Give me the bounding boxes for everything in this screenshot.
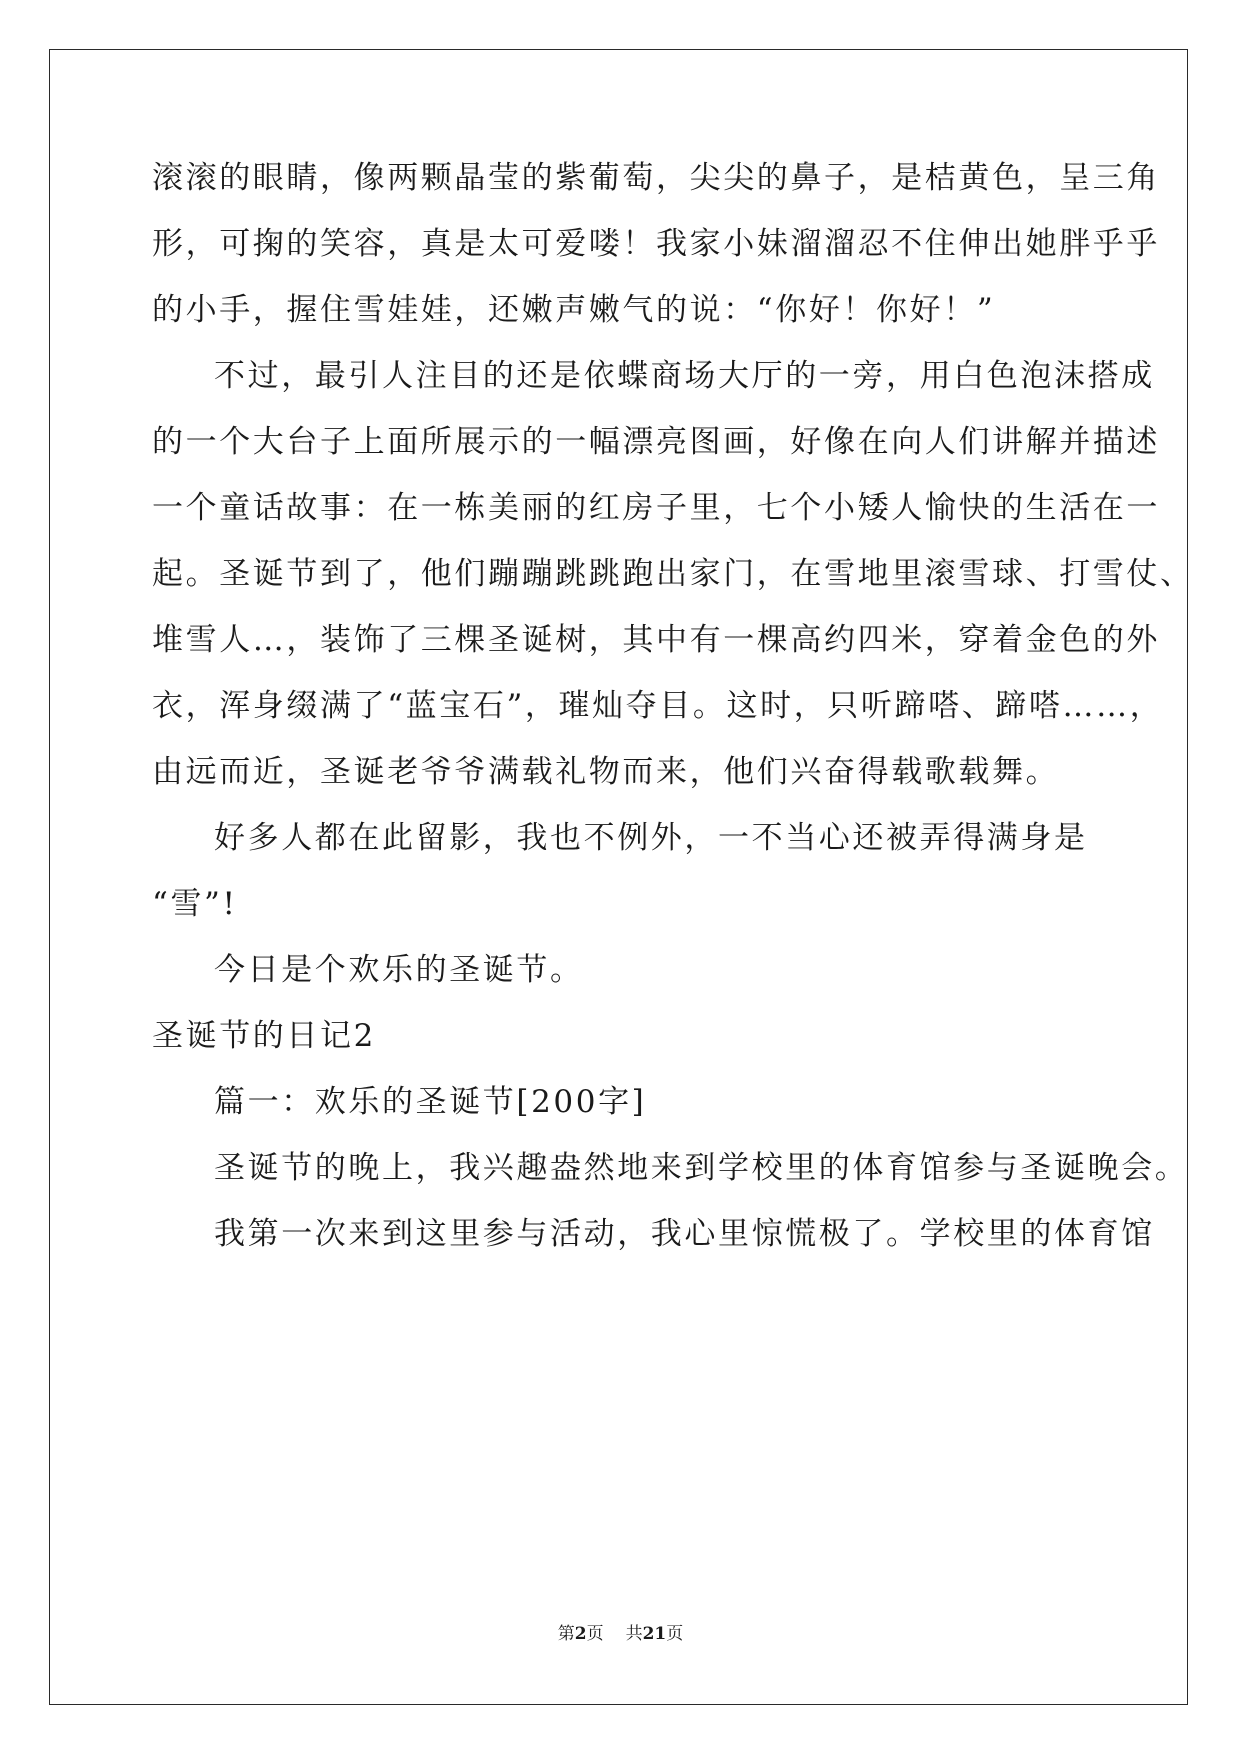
paragraph-start: 今日是个欢乐的圣诞节。 [214,952,584,988]
total-suffix: 页 [666,1624,684,1644]
page-footer [0,1623,1241,1645]
page-prefix: 第 [557,1624,575,1644]
paragraph-start: 不过，最引人注目的还是依蝶商场大厅的一旁，用白色泡沫搭成 [214,358,1155,394]
total-prefix: 共 [625,1624,643,1644]
text-line: 衣，浑身缀满了“蓝宝石”，璀灿夺目。这时，只听蹄嗒、蹄嗒……， [152,688,1164,724]
text-line: 由远而近，圣诞老爷爷满载礼物而来，他们兴奋得载歌载舞。 [152,754,1060,790]
paragraph-start: 好多人都在此留影，我也不例外，一不当心还被弄得满身是 [214,820,1088,856]
text-line: 的一个大台子上面所展示的一幅漂亮图画，好像在向人们讲解并描述 [152,424,1160,460]
text-line: “雪”! [152,886,238,922]
page-number: 2 [574,1624,587,1644]
text-line: 形，可掬的笑容，真是太可爱喽！我家小妹溜溜忍不住伸出她胖乎乎 [152,226,1160,262]
text-line: 堆雪人…，装饰了三棵圣诞树，其中有一棵高约四米，穿着金色的外 [152,622,1160,658]
section-heading: 圣诞节的日记2 [152,1018,376,1054]
article-title: 篇一：欢乐的圣诞节[200字] [214,1084,647,1120]
page-suffix: 页 [586,1624,604,1644]
text-line: 一个童话故事：在一栋美丽的红房子里，七个小矮人愉快的生活在一 [152,490,1160,526]
text-line: 的小手，握住雪娃娃，还嫩声嫩气的说：“你好！你好！” [152,292,996,328]
text-line: 起。圣诞节到了，他们蹦蹦跳跳跑出家门，在雪地里滚雪球、打雪仗、 [152,556,1194,592]
text-line: 滚滚的眼睛，像两颗晶莹的紫葡萄，尖尖的鼻子，是桔黄色，呈三角 [152,160,1160,196]
paragraph-start: 我第一次来到这里参与活动，我心里惊慌极了。学校里的体育馆 [214,1216,1155,1252]
paragraph-start: 圣诞节的晚上，我兴趣盎然地来到学校里的体育馆参与圣诞晚会。 [214,1150,1189,1186]
total-pages: 21 [642,1624,667,1644]
